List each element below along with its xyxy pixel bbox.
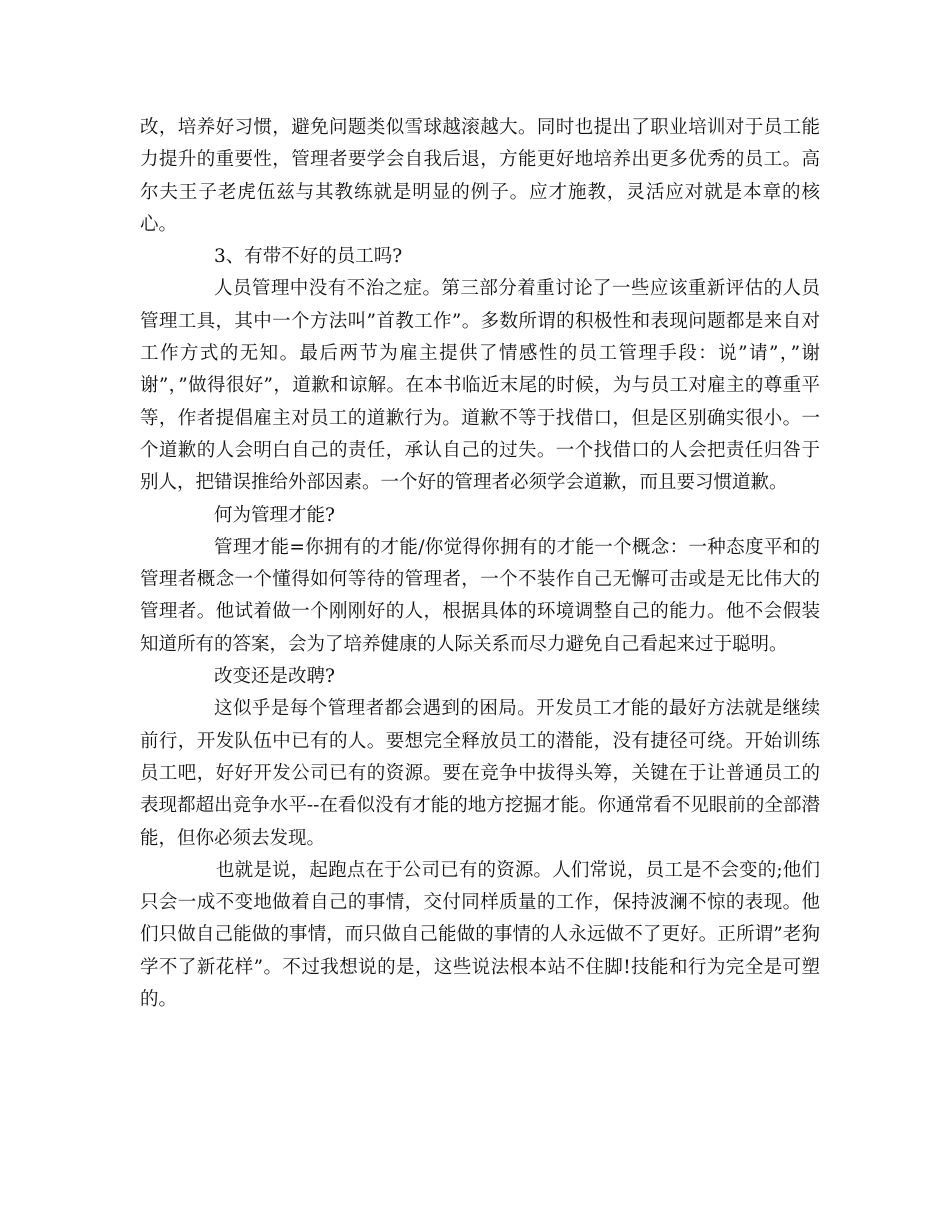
paragraph-continuation: 改，培养好习惯，避免问题类似雪球越滚越大。同时也提出了职业培训对于员工能力提升的重要性，管理者要学会自我后退，方能更好地培养出更多优秀的员工。高尔夫王子老虎伍兹与其教练就是明显的例子。应才施教，灵活应对就是本章的核心。	[140, 117, 820, 235]
paragraph-dilemma: 这似乎是每个管理者都会遇到的困局。开发员工才能的最好方法就是继续前行，开发队伍中已有的人。要想完全释放员工的潜能，没有捷径可绕。开始训练员工吧，好好开发公司已有的资源。要在竞争中拔得头筹，关键在于让普通员工的表现都超出竞争水平--在看似没有才能的地方挖掘才能。你通常看不见眼前的全部潜能，但你必须去发现。	[140, 698, 820, 849]
paragraph-starting-point: 也就是说，起跑点在于公司已有的资源。人们常说，员工是不会变的;他们只会一成不变地做着自己的事情，交付同样质量的工作，保持波澜不惊的表现。他们只做自己能做的事情，而只做自己能做的事情的人永远做不了更好。正所谓”老狗学不了新花样”。不过我想说的是，这些说法根本站不住脚!技能和行为完全是可塑的。	[140, 859, 820, 1011]
paragraph-people-management: 人员管理中没有不治之症。第三部分着重讨论了一些应该重新评估的人员管理工具，其中一个方法叫”首教工作”。多数所谓的积极性和表现问题都是来自对工作方式的无知。最后两节为雇主提供了情感性的员工管理手段：说”请”，”谢谢”，”做得很好”，道歉和谅解。在本书临近末尾的时候，为与员工对雇主的尊重平等，作者提倡雇主对员工的道歉行为。道歉不等于找借口，但是区别确实很小。一个道歉的人会明白自己的责任，承认自己的过失。一个找借口的人会把责任归咎于别人，把错误推给外部因素。一个好的管理者必须学会道歉，而且要习惯道歉。	[140, 278, 820, 494]
paragraph-management-talent: 管理才能=你拥有的才能/你觉得你拥有的才能一个概念：一种态度平和的管理者概念一个懂得如何等待的管理者，一个不装作自己无懈可击或是无比伟大的管理者。他试着做一个刚刚好的人，根据具体的环境调整自己的能力。他不会假装知道所有的答案，会为了培养健康的人际关系而尽力避免自己看起来过于聪明。	[140, 536, 820, 655]
section-heading-change-or-rehire: 改变还是改聘?	[214, 666, 335, 688]
section-heading-management-talent: 何为管理才能?	[214, 504, 335, 526]
section-heading-bad-employees: 3、有带不好的员工吗?	[214, 246, 403, 268]
document-body	[140, 112, 820, 1016]
